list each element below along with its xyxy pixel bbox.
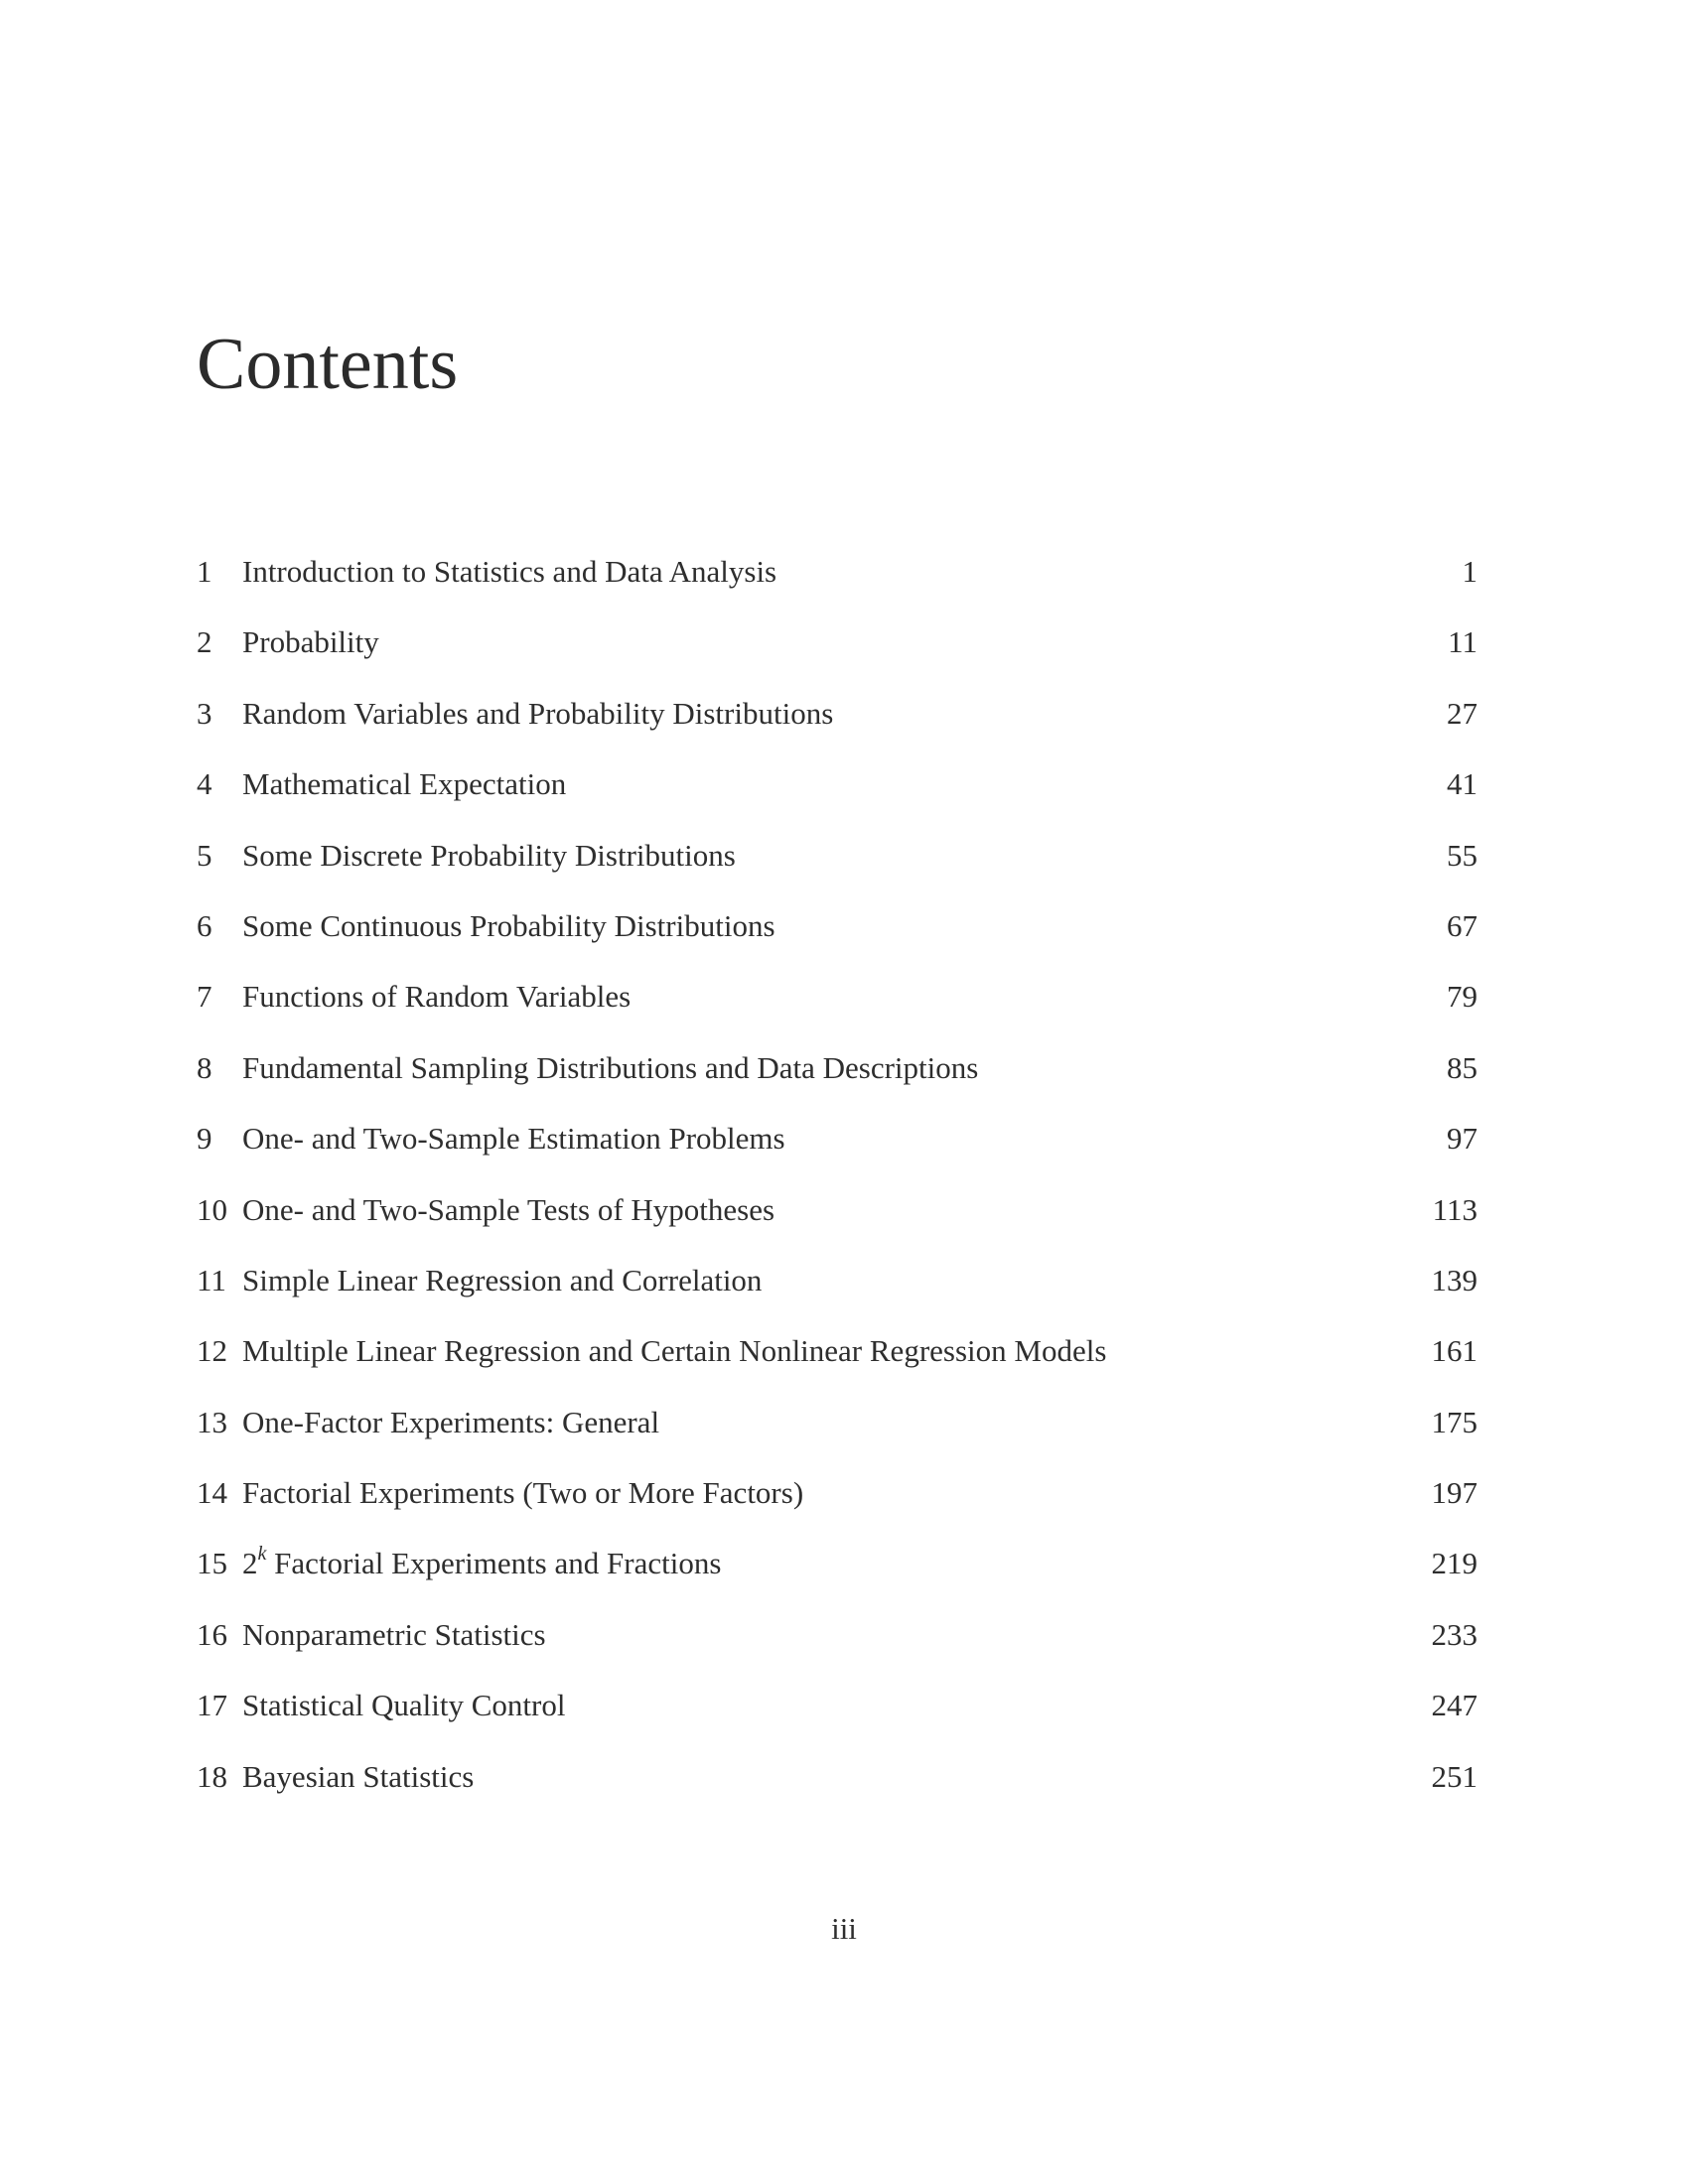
chapter-number: 4 (197, 766, 212, 802)
toc-entry[interactable] (197, 1528, 1477, 1598)
chapter-title (242, 1528, 1432, 1598)
toc-entry[interactable] (197, 678, 1477, 749)
page-number: 41 (1447, 766, 1477, 802)
chapter-title-rest: Factorial Experiments and Fractions (266, 1546, 722, 1581)
page-number: 175 (1431, 1404, 1477, 1439)
chapter-number: 11 (197, 1262, 226, 1297)
chapter-title: Some Continuous Probability Distributions (242, 907, 775, 943)
page-number: 79 (1447, 979, 1477, 1015)
chapter-number: 3 (197, 695, 212, 731)
page-number: 97 (1447, 1121, 1477, 1157)
toc-entry[interactable] (197, 890, 1477, 961)
chapter-title: Factorial Experiments (Two or More Factors) (242, 1475, 804, 1511)
page-number: 233 (1431, 1616, 1477, 1652)
chapter-title: Introduction to Statistics and Data Analysis (242, 554, 777, 589)
page-number: 1 (1462, 554, 1477, 589)
toc-entry[interactable] (197, 1599, 1477, 1670)
chapter-number: 9 (197, 1121, 212, 1157)
toc-entry[interactable] (197, 1315, 1477, 1386)
chapter-title: Nonparametric Statistics (242, 1616, 546, 1652)
toc-entry[interactable] (197, 820, 1477, 890)
toc-entry[interactable] (197, 1103, 1477, 1173)
chapter-title: One- and Two-Sample Tests of Hypotheses (242, 1191, 775, 1227)
page-number: 161 (1431, 1333, 1477, 1369)
page-number: 139 (1431, 1262, 1477, 1297)
chapter-number: 1 (197, 554, 212, 589)
chapter-title: Statistical Quality Control (242, 1688, 566, 1723)
chapter-title: Probability (242, 624, 379, 660)
chapter-number: 7 (197, 979, 212, 1015)
page-number: 85 (1447, 1049, 1477, 1085)
chapter-title: Multiple Linear Regression and Certain Nonlinear Regression Models (242, 1333, 1107, 1369)
chapter-title: Some Discrete Probability Distributions (242, 837, 736, 873)
toc-entry[interactable] (197, 1457, 1477, 1528)
toc-entry[interactable] (197, 961, 1477, 1031)
toc-entry[interactable] (197, 1032, 1477, 1103)
page-folio: iii (831, 1911, 857, 1946)
chapter-number: 16 (197, 1616, 227, 1652)
chapter-title-base: 2 (242, 1546, 258, 1581)
toc-entry[interactable] (197, 1174, 1477, 1245)
chapter-number: 14 (197, 1475, 227, 1511)
chapter-title: Bayesian Statistics (242, 1758, 475, 1794)
chapter-title: One-Factor Experiments: General (242, 1404, 660, 1439)
chapter-number: 5 (197, 837, 212, 873)
chapter-number: 17 (197, 1688, 227, 1723)
page-number: 219 (1431, 1546, 1477, 1581)
toc-entry[interactable] (197, 536, 1477, 607)
chapter-number: 15 (197, 1546, 227, 1581)
toc-entry[interactable] (197, 607, 1477, 677)
page-number: 251 (1431, 1758, 1477, 1794)
chapter-number: 10 (197, 1191, 227, 1227)
page-number: 11 (1448, 624, 1477, 660)
table-of-contents (197, 536, 1477, 1812)
page-number: 27 (1447, 695, 1477, 731)
chapter-title: Mathematical Expectation (242, 766, 567, 802)
chapter-number: 13 (197, 1404, 227, 1439)
page-number: 67 (1447, 907, 1477, 943)
chapter-title-exponent: k (257, 1543, 267, 1566)
chapter-number: 6 (197, 907, 212, 943)
chapter-title: Random Variables and Probability Distributions (242, 695, 834, 731)
chapter-title: Functions of Random Variables (242, 979, 632, 1015)
page-number: 197 (1431, 1475, 1477, 1511)
toc-entry[interactable] (197, 1245, 1477, 1315)
page-number: 247 (1431, 1688, 1477, 1723)
chapter-number: 12 (197, 1333, 227, 1369)
page-title: Contents (197, 324, 459, 405)
chapter-title: One- and Two-Sample Estimation Problems (242, 1121, 785, 1157)
toc-entry[interactable] (197, 1670, 1477, 1740)
toc-entry[interactable] (197, 749, 1477, 819)
toc-entry[interactable] (197, 1741, 1477, 1812)
chapter-number: 2 (197, 624, 212, 660)
toc-entry[interactable] (197, 1387, 1477, 1457)
page-number: 113 (1432, 1191, 1477, 1227)
chapter-number: 8 (197, 1049, 212, 1085)
chapter-number: 18 (197, 1758, 227, 1794)
chapter-title: Fundamental Sampling Distributions and Data Descriptions (242, 1049, 979, 1085)
page-number: 55 (1447, 837, 1477, 873)
chapter-title: Simple Linear Regression and Correlation (242, 1262, 763, 1297)
